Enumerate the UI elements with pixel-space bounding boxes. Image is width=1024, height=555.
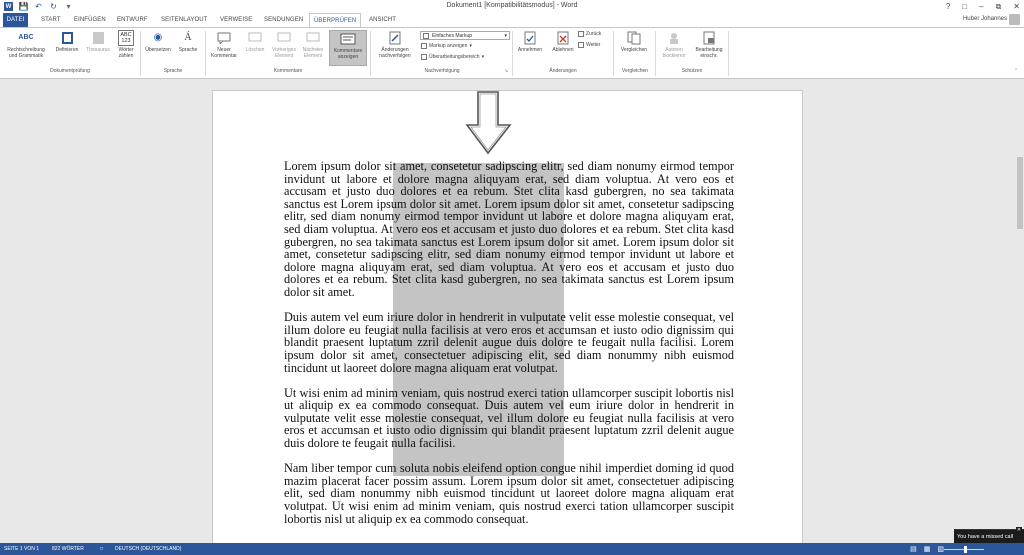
- avatar[interactable]: [1009, 14, 1020, 25]
- track-changes-icon: [387, 30, 403, 46]
- lock-document-icon: [701, 30, 717, 46]
- next-comment-icon: [305, 30, 321, 46]
- tab-references[interactable]: VERWEISE: [220, 17, 253, 23]
- delete-comment-icon: [247, 30, 263, 46]
- word-logo-icon: W: [5, 3, 12, 10]
- tab-start[interactable]: START: [41, 17, 61, 23]
- document-page[interactable]: [212, 90, 803, 550]
- delete-comment-button[interactable]: Löschen: [242, 30, 268, 53]
- compare-button[interactable]: Vergleichen: [617, 30, 651, 53]
- markup-select[interactable]: Einfaches Markup ▾: [420, 31, 510, 40]
- reviewing-pane-button[interactable]: Überarbeitungsbereich ▾: [421, 54, 484, 60]
- language-icon: Á: [184, 32, 192, 43]
- next-change-icon: [578, 42, 584, 48]
- show-markup-button[interactable]: Markup anzeigen ▾: [421, 43, 472, 49]
- thesaurus-icon: [90, 30, 106, 46]
- restrict-editing-button[interactable]: Bearbeitung einschr.: [692, 30, 726, 59]
- compare-icon: [626, 30, 642, 46]
- user-name[interactable]: Huber Johannes: [962, 16, 1007, 22]
- collapse-ribbon-icon[interactable]: ⌃: [1014, 68, 1019, 74]
- translate-button[interactable]: ◉ Übersetzen: [145, 32, 171, 53]
- tab-design[interactable]: ENTWURF: [117, 17, 148, 23]
- accept-button[interactable]: Annehmen: [515, 30, 545, 53]
- dialog-launcher-icon[interactable]: ↘: [504, 68, 509, 74]
- group-protect-label: Schützen: [681, 68, 703, 74]
- down-arrow-icon: [465, 91, 512, 155]
- ribbon-display-icon[interactable]: □: [962, 2, 968, 11]
- dictionary-icon: [59, 30, 75, 46]
- reject-icon: [555, 30, 571, 46]
- reject-button[interactable]: Ablehnen: [548, 30, 578, 53]
- word-count-icon: ABC 123: [118, 30, 134, 46]
- tab-layout[interactable]: SEITENLAYOUT: [161, 17, 208, 23]
- document-area: [0, 79, 1024, 543]
- accept-icon: [522, 30, 538, 46]
- group-comments-label: Kommentare: [273, 68, 303, 74]
- restore-icon[interactable]: ⧉: [995, 1, 1002, 11]
- chevron-down-icon: ▾: [481, 54, 485, 60]
- print-layout-icon[interactable]: ▦: [923, 546, 931, 553]
- next-comment-button[interactable]: Nächstes Element: [299, 30, 327, 59]
- minimize-icon[interactable]: –: [979, 2, 984, 11]
- show-comments-button[interactable]: Kommentare anzeigen: [329, 30, 367, 66]
- group-language-label: Sprache: [163, 68, 183, 74]
- markup-select-icon: [423, 33, 429, 39]
- vertical-scrollbar[interactable]: [1014, 79, 1024, 543]
- language-button[interactable]: Á Sprache: [178, 32, 198, 53]
- close-icon[interactable]: ✕: [1016, 527, 1022, 533]
- undo-icon[interactable]: ↶: [35, 2, 42, 11]
- read-mode-icon[interactable]: ▤: [910, 546, 917, 553]
- previous-comment-icon: [276, 30, 292, 46]
- paragraph: Lorem ipsum dolor sit amet, consetetur sadipscing elitr, sed diam nonumy eirmod tempor invidunt ut labore et dolore magna aliquyam erat, sed diam voluptua. At vero eos et accusam et justo duo dolores et ea rebum. Stet clita kasd gubergren, no sea takimata sanctus est Lorem ipsum dolor sit amet. Lorem ipsum dolor sit amet, consetetur sadipscing elitr, sed diam nonumy eirmod tempor invidunt ut labore et dolore magna aliquyam erat, sed diam voluptua. At vero eos et accusam et justo duo dolores et ea rebum. Stet clita kasd gubergren, no sea takimata sanctus est Lorem ipsum dolor sit amet. Lorem ipsum dolor sit amet, consetetur sadipscing elitr, sed diam nonumy eirmod tempor invidunt ut labore et dolore magna aliquyam erat, sed diam voluptua. At vero eos et accusam et justo duo dolores et ea rebum. Stet clita kasd gubergren, no sea takimata sanctus est Lorem ipsum dolor sit amet.: [284, 159, 734, 299]
- group-tracking-label: Nachverfolgung: [424, 68, 460, 74]
- paragraph: Nam liber tempor cum soluta nobis eleifend option congue nihil imperdiet doming id quod mazim placerat facer possim assum. Lorem ipsum dolor sit amet, consectetuer adipiscing elit, sed diam nonummy nibh euismod tincidunt ut laoreet dolore magna aliquam erat volutpat. Ut wisi enim ad minim veniam, quis nostrud exerci tation ullamcorper suscipit lobortis nisl ut aliquip ex ea commodo consequat.: [284, 461, 734, 526]
- missed-call-notification[interactable]: You have a missed call ✕: [954, 529, 1024, 543]
- status-bar: [0, 543, 1024, 555]
- language-indicator[interactable]: DEUTSCH (DEUTSCHLAND): [115, 546, 182, 552]
- scrollbar-thumb[interactable]: [1017, 157, 1023, 229]
- previous-change-button[interactable]: Zurück: [578, 31, 601, 37]
- title-bar: [0, 0, 1024, 13]
- block-authors-button[interactable]: Autoren blockieren: [658, 30, 690, 59]
- web-layout-icon[interactable]: ▧: [937, 546, 944, 553]
- paragraph: Ut wisi enim ad minim veniam, quis nostrud exerci tation ullamcorper suscipit lobortis nisl ut aliquip ex ea commodo consequat. Duis autem vel eum iriure dolor in hendrerit in vulputate velit esse molestie consequat, vel illum dolore eu feugiat nulla facilisis at vero eros et accumsan et iusto odio dignissim qui blandit praesent luptatum zzril delenit augue duis dolore te feugait nulla facilisi.: [284, 385, 734, 451]
- save-icon[interactable]: 💾: [18, 2, 29, 11]
- paragraph: Duis autem vel eum iriure dolor in hendrerit in vulputate velit esse molestie consequat, vel illum dolore eu feugiat nulla facilisis at vero eros et accumsan et iusto odio dignissim qui blandit praesent luptatum zzril delenit augue duis dolore te feugait nulla facilisi. Lorem ipsum dolor sit amet, consectetuer adipiscing elit, sed diam nonummy nibh euismod tincidunt ut laoreet dolore magna aliquam erat volutpat.: [284, 310, 734, 375]
- define-button[interactable]: Definieren: [52, 30, 82, 53]
- window-controls: [946, 0, 1020, 13]
- track-changes-button[interactable]: Änderungen nachverfolgen: [373, 30, 417, 59]
- previous-change-icon: [578, 31, 584, 37]
- chevron-down-icon: ▾: [504, 33, 507, 39]
- redo-icon[interactable]: ↻: [50, 2, 57, 11]
- word-count-button[interactable]: ABC 123 Wörter zählen: [118, 32, 134, 59]
- new-comment-icon: [216, 30, 232, 46]
- tab-insert[interactable]: EINFÜGEN: [74, 17, 106, 23]
- zoom-slider[interactable]: [944, 549, 984, 550]
- reviewing-pane-icon: [421, 54, 427, 60]
- block-authors-icon: [666, 30, 682, 46]
- help-icon[interactable]: ?: [945, 2, 951, 11]
- tab-view[interactable]: ANSICHT: [369, 17, 397, 23]
- next-change-button[interactable]: Weiter: [578, 42, 600, 48]
- ribbon: [0, 27, 1024, 79]
- group-changes-label: Änderungen: [549, 68, 577, 74]
- spelling-button[interactable]: ABC Rechtschreibung und Grammatik: [3, 30, 49, 59]
- previous-comment-button[interactable]: Vorheriges Element: [270, 30, 298, 59]
- ribbon-tabs: [0, 13, 1024, 27]
- tab-file[interactable]: DATEI: [3, 13, 28, 27]
- show-comments-icon: [340, 31, 356, 47]
- new-comment-button[interactable]: Neuer Kommentar: [208, 30, 240, 59]
- group-proofing-label: Dokumentprüfung: [50, 68, 90, 74]
- page-indicator[interactable]: SEITE 1 VON 1: [4, 546, 40, 552]
- view-buttons: [910, 545, 944, 553]
- chevron-down-icon: ▾: [469, 43, 472, 49]
- thesaurus-button[interactable]: Thesaurus: [83, 30, 113, 53]
- customize-qat-icon[interactable]: ▾: [66, 2, 71, 11]
- zoom-slider-knob[interactable]: [964, 546, 967, 553]
- close-icon[interactable]: ✕: [1013, 2, 1020, 11]
- window-title: Dokument1 [Kompatibilitätsmodus] - Word: [446, 2, 578, 9]
- spelling-check-icon: ABC: [18, 34, 34, 41]
- document-body[interactable]: [284, 160, 734, 538]
- show-markup-icon: [421, 43, 427, 49]
- word-count-indicator[interactable]: 822 WÖRTER: [52, 546, 84, 552]
- tab-review[interactable]: ÜBERPRÜFEN: [309, 13, 361, 28]
- group-compare-label: Vergleichen: [621, 68, 649, 74]
- proofing-status-icon[interactable]: □: [100, 546, 104, 552]
- translate-icon: ◉: [153, 32, 163, 43]
- tab-mailings[interactable]: SENDUNGEN: [264, 17, 304, 23]
